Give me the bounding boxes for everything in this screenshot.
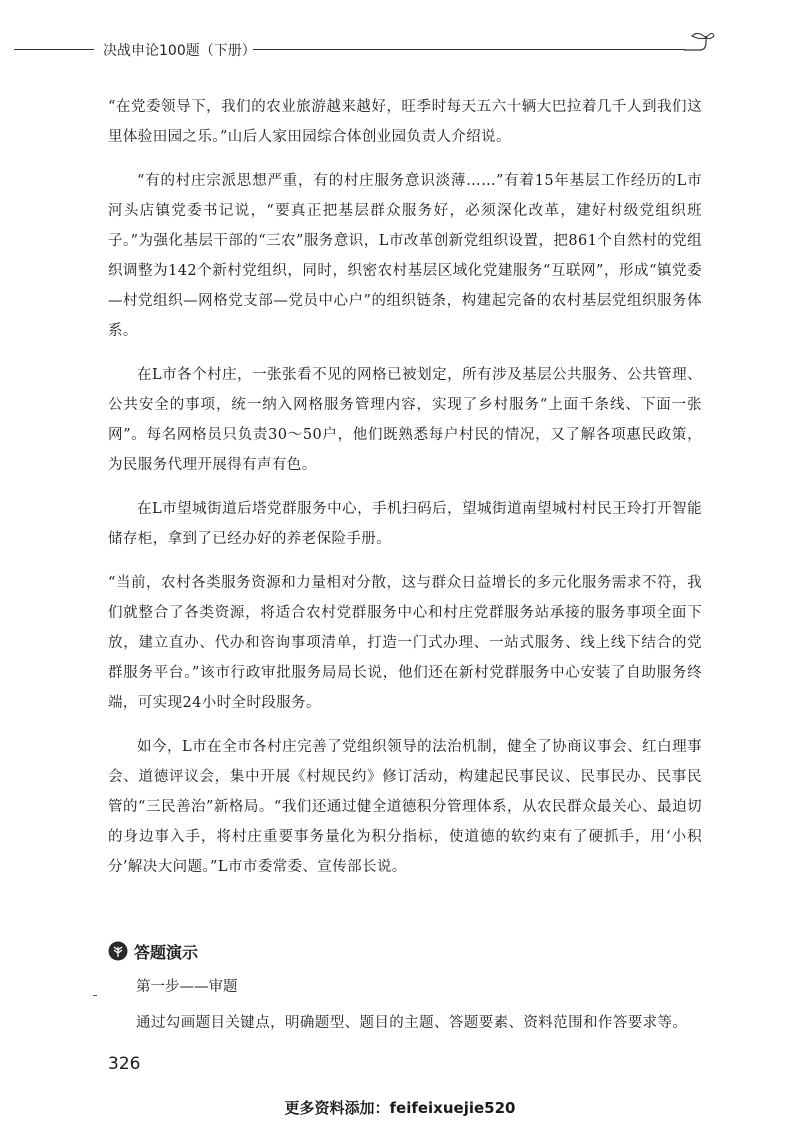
step-title: 第一步——审题 (136, 979, 238, 995)
section-title: 答题演示 (134, 942, 199, 962)
sprout-icon (680, 28, 716, 62)
paragraph: “有的村庄宗派思想严重，有的村庄服务意识淡薄……”有着15年基层工作经历的L市河头店镇党委书记说，“要真正把基层群众服务好，必须深化改革，建好村级党组织班子。”为强化基层干部的“三农”服务意识，L市改革创新党组织设置，把861个自然村的党组织调整为142个新村党组织，同时，织密农村基层区域化党建服务“互联网”，形成“镇党委—村党组织—网格党支部—党员中心户”的组织链条，构建起完备的农村基层党组织服务体系。 (108, 173, 702, 339)
page-header (0, 38, 800, 62)
paragraph: 在L市各个村庄，一张张看不见的网格已被划定，所有涉及基层公共服务、公共管理、公共安全的事项，统一纳入网格服务管理内容，实现了乡村服务“上面千条线、下面一张网”。每名网格员只负责30～50户，他们既熟悉每户村民的情况，又了解各项惠民政策，为民服务代理开展得有声有色。 (108, 367, 702, 473)
footer-note: 更多资料添加：feifeixuejie520 (284, 1099, 516, 1117)
paragraph: “在党委领导下，我们的农业旅游越来越好，旺季时每天五六十辆大巴拉着几千人到我们这里体验田园之乐。”山后人家田园综合体创业园负责人介绍说。 (108, 99, 702, 145)
page-number: 326 (108, 1054, 141, 1074)
step-text: 通过勾画题目关键点，明确题型、题目的主题、答题要素、资料范围和作答要求等。 (136, 1015, 688, 1031)
paragraph: “当前，农村各类服务资源和力量相对分散，这与群众日益增长的多元化服务需求不符，我们就整合了各类资源，将适合农村党群服务中心和村庄党群服务站承接的服务事项全面下放，建立直办、代办和咨询事项清单，打造一门式办理、一站式服务、线上线下结合的党群服务平台。”该市行政审批服务局局长说，他们还在新村党群服务中心安装了自助服务终端，可实现24小时全时段服务。 (108, 575, 702, 711)
header-rule-right (253, 49, 685, 50)
article-body (108, 92, 702, 882)
header-title: 决战申论100题（下册） (103, 43, 256, 59)
paragraph: 在L市望城街道后塔党群服务中心，手机扫码后，望城街道南望城村村民王玲打开智能储存柜，拿到了已经办好的养老保险手册。 (108, 501, 702, 547)
margin-mark (93, 995, 97, 996)
leaf-badge-icon (108, 941, 128, 961)
section-heading (108, 936, 198, 966)
header-rule-left (14, 49, 94, 50)
paragraph: 如今，L市在全市各村庄完善了党组织领导的法治机制，健全了协商议事会、红白理事会、道德评议会，集中开展《村规民约》修订活动，构建起民事民议、民事民办、民事民管的“三民善治”新格局。“我们还通过健全道德积分管理体系，从农民群众最关心、最迫切的身边事入手，将村庄重要事务量化为积分指标，使道德的软约束有了硬抓手，用‘小积分’解决大问题。”L市市委常委、宣传部长说。 (108, 739, 702, 875)
